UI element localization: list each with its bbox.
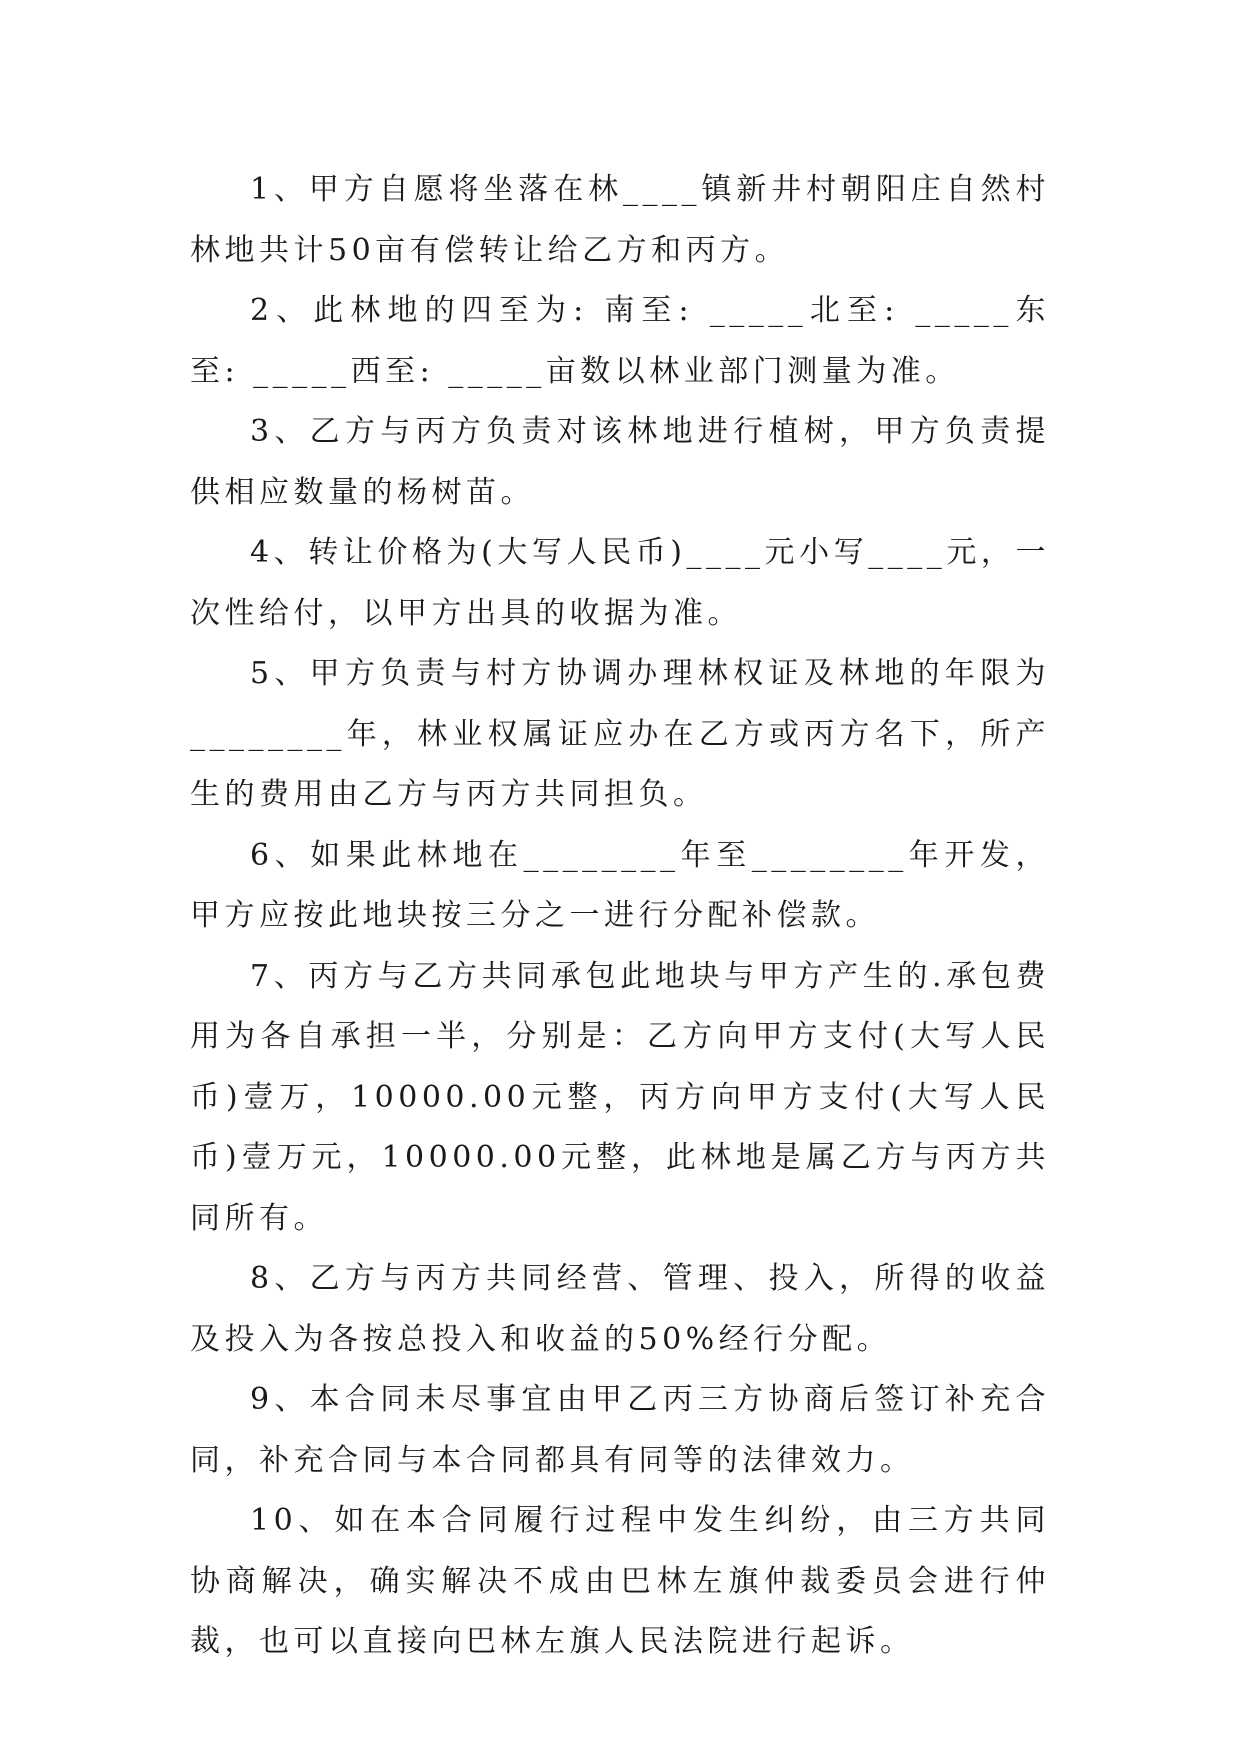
- clause-8: 8、乙方与丙方共同经营、管理、投入，所得的收益及投入为各按总投入和收益的50%经行分配。: [190, 1261, 1050, 1357]
- clause-1: 1、甲方自愿将坐落在林____镇新井村朝阳庄自然村林地共计50亩有偿转让给乙方和丙方。: [190, 172, 1050, 268]
- clause-7: 7、丙方与乙方共同承包此地块与甲方产生的.承包费用为各自承担一半，分别是：乙方向甲方支付(大写人民币)壹万，10000.00元整，丙方向甲方支付(大写人民币)壹万元，10000.00元整，此林地是属乙方与丙方共同所有。: [190, 958, 1050, 1236]
- clause-3: 3、乙方与丙方负责对该林地进行植树，甲方负责提供相应数量的杨树苗。: [190, 414, 1050, 510]
- clause-9: 9、本合同未尽事宜由甲乙丙三方协商后签订补充合同，补充合同与本合同都具有同等的法律效力。: [190, 1382, 1050, 1478]
- clause-10: 10、如在本合同履行过程中发生纠纷，由三方共同协商解决，确实解决不成由巴林左旗仲裁委员会进行仲裁，也可以直接向巴林左旗人民法院进行起诉。: [190, 1503, 1050, 1659]
- clause-6: 6、如果此林地在________年至________年开发，甲方应按此地块按三分之一进行分配补偿款。: [190, 837, 1050, 933]
- clause-4: 4、转让价格为(大写人民币)____元小写____元，一次性给付，以甲方出具的收据为准。: [190, 535, 1050, 631]
- clause-5: 5、甲方负责与村方协调办理林权证及林地的年限为________年，林业权属证应办在乙方或丙方名下，所产生的费用由乙方与丙方共同担负。: [190, 656, 1050, 812]
- clause-2: 2、此林地的四至为: 南至: _____北至: _____东至: _____西至: _____亩数以林业部门测量为准。: [190, 293, 1050, 389]
- contract-body: [190, 160, 1050, 1673]
